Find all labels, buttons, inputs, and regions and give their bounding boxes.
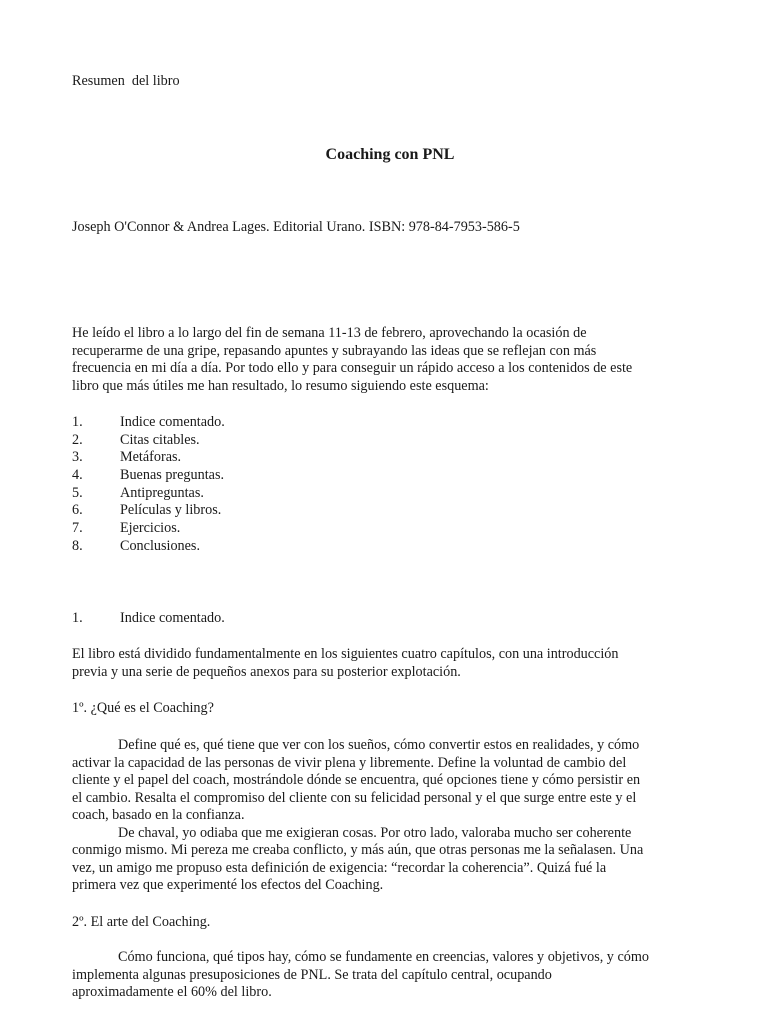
intro-paragraph: [72, 325, 702, 395]
document-label: Resumen del libro: [72, 73, 180, 89]
section-title: Indice comentado.: [120, 610, 225, 626]
list-label: Conclusiones.: [120, 537, 200, 554]
list-number: 4.: [72, 467, 83, 484]
list-item: [72, 432, 702, 450]
document-title: Coaching con PNL: [325, 146, 455, 163]
paragraph-line: activar la capacidad de las personas de vivir plena y libremente. Define la voluntad de cambio del: [72, 754, 627, 771]
paragraph-line: implementa algunas presuposiciones de PNL. Se trata del capítulo central, ocupando: [72, 966, 552, 983]
paragraph-line: previa y una serie de pequeños anexos para su posterior explotación.: [72, 663, 461, 680]
chapter-body: [72, 737, 702, 895]
list-item: [72, 485, 702, 503]
list-number: 7.: [72, 520, 83, 537]
list-item: [72, 538, 702, 556]
intro-line: libro que más útiles me han resultado, lo resumo siguiendo este esquema:: [72, 377, 489, 394]
list-number: 1.: [72, 414, 83, 430]
intro-line: recuperarme de una gripe, repasando apuntes y subrayando las ideas que se reflejan con más: [72, 342, 597, 359]
list-item: [72, 520, 702, 538]
list-label: Ejercicios.: [120, 520, 181, 537]
intro-line: frecuencia en mi día a día. Por todo ello y para conseguir un rápido acceso a los contenidos de este: [72, 360, 633, 376]
list-number: 8.: [72, 537, 83, 554]
paragraph-line: aproximadamente el 60% del libro.: [72, 984, 272, 1000]
paragraph-line: De chaval, yo odiaba que me exigieran cosas. Por otro lado, valoraba mucho ser coherente: [118, 824, 632, 841]
intro-line: He leído el libro a lo largo del fin de semana 11-13 de febrero, aprovechando la ocasión de: [72, 325, 587, 341]
paragraph-line: Cómo funciona, qué tipos hay, cómo se fundamente en creencias, valores y objetivos, y cómo: [118, 949, 649, 965]
list-number: 6.: [72, 502, 83, 519]
paragraph-line: El libro está dividido fundamentalmente en los siguientes cuatro capítulos, con una introducción: [72, 646, 619, 662]
list-label: Citas citables.: [120, 431, 200, 448]
section-number: 1.: [72, 610, 83, 626]
list-label: Metáforas.: [120, 449, 182, 466]
chapter-title: 2º. El arte del Coaching.: [72, 914, 211, 930]
list-item: [72, 502, 702, 520]
paragraph-line: el cambio. Resalta el compromiso del cliente con su felicidad personal y el que surge entre este y el: [72, 789, 637, 806]
list-number: 2.: [72, 431, 83, 448]
paragraph-line: vez, un amigo me propuso esta definición de exigencia: “recordar la coherencia”. Quizá fué la: [72, 859, 607, 876]
chapter-title: 1º. ¿Qué es el Coaching?: [72, 700, 214, 716]
authors-line: Joseph O'Connor & Andrea Lages. Editorial Urano. ISBN: 978-84-7953-586-5: [72, 219, 520, 235]
list-item: [72, 414, 702, 432]
list-item: [72, 467, 702, 485]
paragraph-line: primera vez que experimenté los efectos del Coaching.: [72, 877, 384, 893]
list-label: Indice comentado.: [120, 414, 225, 430]
list-label: Películas y libros.: [120, 502, 222, 519]
section-intro-paragraph: [72, 646, 702, 681]
paragraph-line: coach, basado en la confianza.: [72, 807, 245, 823]
list-number: 5.: [72, 484, 83, 501]
toc-list: [72, 414, 702, 556]
list-label: Antipreguntas.: [120, 484, 204, 501]
paragraph-line: Define qué es, qué tiene que ver con los sueños, cómo convertir estos en realidades, y cómo: [118, 737, 640, 753]
section-heading: [72, 610, 702, 628]
list-number: 3.: [72, 449, 83, 466]
list-item: [72, 449, 702, 467]
paragraph-line: conmigo mismo. Mi pereza me creaba conflicto, y más aún, que otras personas me la señalasen. Una: [72, 842, 644, 858]
paragraph-line: cliente y el papel del coach, mostrándole dónde se encuentra, qué opciones tiene y cómo persistir en: [72, 772, 641, 788]
chapter-body: [72, 949, 702, 1002]
list-label: Buenas preguntas.: [120, 467, 225, 484]
